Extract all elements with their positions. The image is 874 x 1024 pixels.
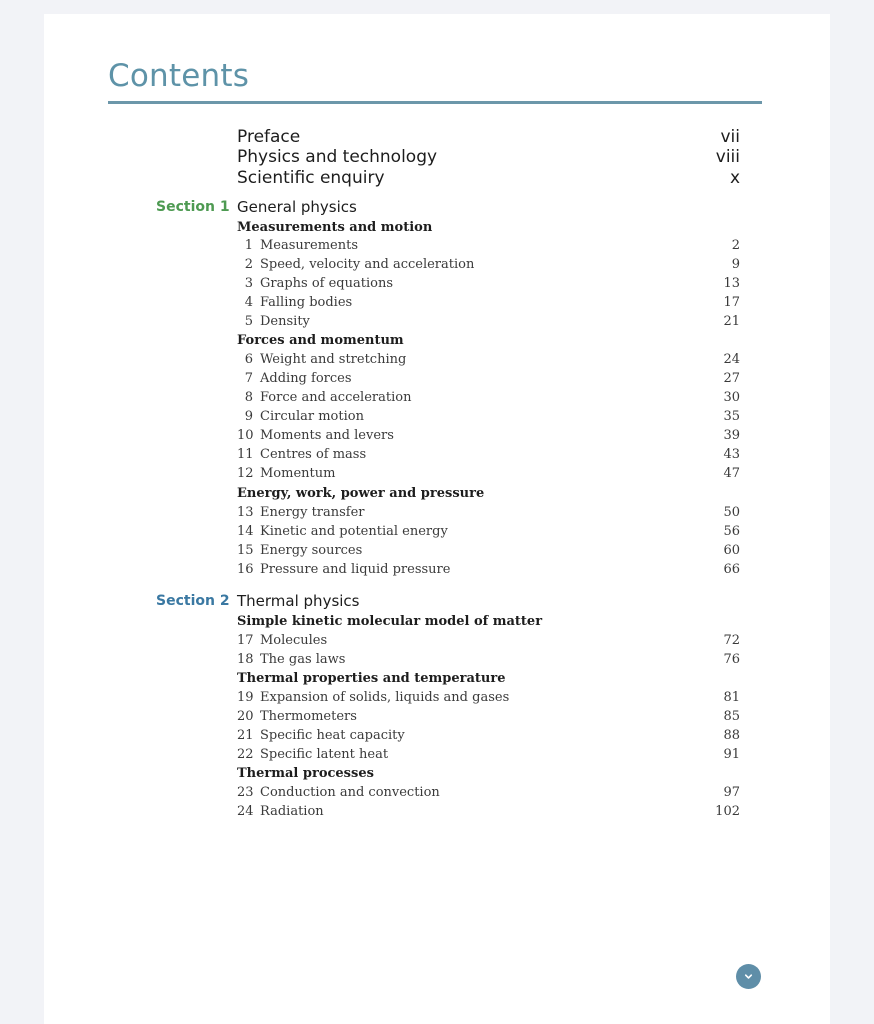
chapter-number: 21 — [237, 728, 254, 743]
chapter-number: 16 — [237, 562, 254, 577]
chapter-page: 2 — [731, 238, 740, 253]
group-heading: Simple kinetic molecular model of matter — [237, 614, 543, 629]
front-matter-page: x — [729, 168, 740, 188]
chapter-title: Energy transfer — [260, 505, 365, 520]
chapter-title: Specific heat capacity — [260, 728, 405, 743]
chapter-title: The gas laws — [260, 652, 346, 667]
chapter-number: 10 — [237, 428, 254, 443]
chapter-title: Adding forces — [260, 371, 352, 386]
chapter-title: Speed, velocity and acceleration — [260, 257, 475, 272]
chapter-title: Moments and levers — [260, 428, 394, 443]
chapter-entry[interactable] — [237, 389, 740, 407]
chapter-title: Measurements — [260, 238, 358, 253]
chapter-title: Pressure and liquid pressure — [260, 562, 451, 577]
chapter-page: 91 — [723, 747, 740, 762]
chapter-page: 21 — [723, 314, 740, 329]
chapter-title: Force and acceleration — [260, 390, 412, 405]
chapter-page: 17 — [723, 295, 740, 310]
chapter-title: Expansion of solids, liquids and gases — [260, 690, 510, 705]
chapter-title: Centres of mass — [260, 447, 367, 462]
chapter-page: 72 — [723, 633, 740, 648]
chapter-entry[interactable] — [237, 727, 740, 745]
chevron-down-icon — [743, 971, 754, 982]
chapter-number: 17 — [237, 633, 254, 648]
chapter-page: 60 — [723, 543, 740, 558]
chapter-number: 8 — [244, 390, 253, 405]
chapter-page: 76 — [723, 652, 740, 667]
chapter-page: 35 — [723, 409, 740, 424]
chapter-page: 50 — [723, 505, 740, 520]
chapter-number: 11 — [237, 447, 254, 462]
chapter-entry[interactable] — [237, 256, 740, 274]
chapter-page: 30 — [723, 390, 740, 405]
chapter-title: Conduction and convection — [260, 785, 440, 800]
chapter-page: 102 — [715, 804, 740, 819]
chapter-title: Momentum — [260, 466, 336, 481]
group-heading: Measurements and motion — [237, 220, 433, 235]
chapter-entry[interactable] — [237, 561, 740, 579]
chapter-page: 97 — [723, 785, 740, 800]
front-matter-label: Physics and technology — [237, 147, 438, 167]
chapter-page: 24 — [723, 352, 740, 367]
chapter-entry[interactable] — [237, 632, 740, 650]
chapter-number: 5 — [244, 314, 253, 329]
chapter-entry[interactable] — [237, 275, 740, 293]
chapter-entry[interactable] — [237, 446, 740, 464]
document-page — [44, 14, 830, 1024]
chapter-number: 20 — [237, 709, 254, 724]
front-matter-item[interactable] — [237, 147, 740, 167]
chapter-entry[interactable] — [237, 465, 740, 483]
chapter-entry[interactable] — [237, 313, 740, 331]
chapter-entry[interactable] — [237, 803, 740, 821]
chapter-number: 9 — [244, 409, 253, 424]
chapter-number: 14 — [237, 524, 254, 539]
chapter-number: 6 — [244, 352, 253, 367]
chapter-entry[interactable] — [237, 651, 740, 669]
chapter-page: 88 — [723, 728, 740, 743]
front-matter-item[interactable] — [237, 127, 740, 147]
title-underline — [108, 101, 762, 104]
chapter-entry[interactable] — [237, 408, 740, 426]
chapter-entry[interactable] — [237, 237, 740, 255]
chapter-title: Circular motion — [260, 409, 364, 424]
page-title: Contents — [108, 58, 250, 94]
front-matter-label: Preface — [237, 127, 301, 147]
chapter-page: 9 — [731, 257, 740, 272]
group-heading: Forces and momentum — [237, 333, 404, 348]
chapter-entry[interactable] — [237, 689, 740, 707]
chapter-title: Radiation — [260, 804, 324, 819]
chapter-title: Molecules — [260, 633, 328, 648]
chapter-entry[interactable] — [237, 746, 740, 764]
chapter-page: 56 — [723, 524, 740, 539]
chapter-title: Specific latent heat — [260, 747, 389, 762]
chapter-entry[interactable] — [237, 542, 740, 560]
chapter-page: 81 — [723, 690, 740, 705]
front-matter-page: viii — [715, 147, 740, 167]
chapter-number: 24 — [237, 804, 254, 819]
group-heading: Thermal processes — [237, 766, 374, 781]
chapter-entry[interactable] — [237, 784, 740, 802]
front-matter-label: Scientific enquiry — [237, 168, 385, 188]
chapter-number: 2 — [244, 257, 253, 272]
chapter-page: 47 — [723, 466, 740, 481]
chapter-number: 15 — [237, 543, 254, 558]
section-title[interactable]: Thermal physics — [237, 592, 360, 610]
section-label: Section 2 — [156, 593, 230, 609]
chapter-title: Energy sources — [260, 543, 363, 558]
front-matter-page: vii — [720, 127, 740, 147]
chapter-number: 4 — [244, 295, 253, 310]
chapter-page: 13 — [723, 276, 740, 291]
chapter-entry[interactable] — [237, 351, 740, 369]
group-heading: Thermal properties and temperature — [237, 671, 506, 686]
chapter-page: 43 — [723, 447, 740, 462]
chapter-entry[interactable] — [237, 504, 740, 522]
chapter-number: 12 — [237, 466, 254, 481]
chapter-number: 13 — [237, 505, 254, 520]
chapter-title: Kinetic and potential energy — [260, 524, 448, 539]
chapter-entry[interactable] — [237, 370, 740, 388]
chapter-title: Thermometers — [260, 709, 357, 724]
front-matter-item[interactable] — [237, 168, 740, 188]
chapter-entry[interactable] — [237, 427, 740, 445]
chapter-number: 23 — [237, 785, 254, 800]
chapter-entry[interactable] — [237, 708, 740, 726]
chapter-page: 27 — [723, 371, 740, 386]
chapter-number: 18 — [237, 652, 254, 667]
chapter-entry[interactable] — [237, 523, 740, 541]
section-title[interactable]: General physics — [237, 198, 357, 216]
chapter-title: Density — [260, 314, 310, 329]
chapter-number: 7 — [244, 371, 253, 386]
chapter-title: Graphs of equations — [260, 276, 394, 291]
group-heading: Energy, work, power and pressure — [237, 486, 485, 501]
chapter-entry[interactable] — [237, 294, 740, 312]
chapter-number: 1 — [244, 238, 253, 253]
chapter-title: Falling bodies — [260, 295, 353, 310]
scroll-down-button[interactable] — [736, 964, 761, 989]
chapter-number: 22 — [237, 747, 254, 762]
chapter-page: 85 — [723, 709, 740, 724]
chapter-page: 39 — [723, 428, 740, 443]
section-label: Section 1 — [156, 199, 230, 215]
chapter-title: Weight and stretching — [260, 352, 407, 367]
chapter-number: 3 — [244, 276, 253, 291]
chapter-page: 66 — [723, 562, 740, 577]
chapter-number: 19 — [237, 690, 254, 705]
